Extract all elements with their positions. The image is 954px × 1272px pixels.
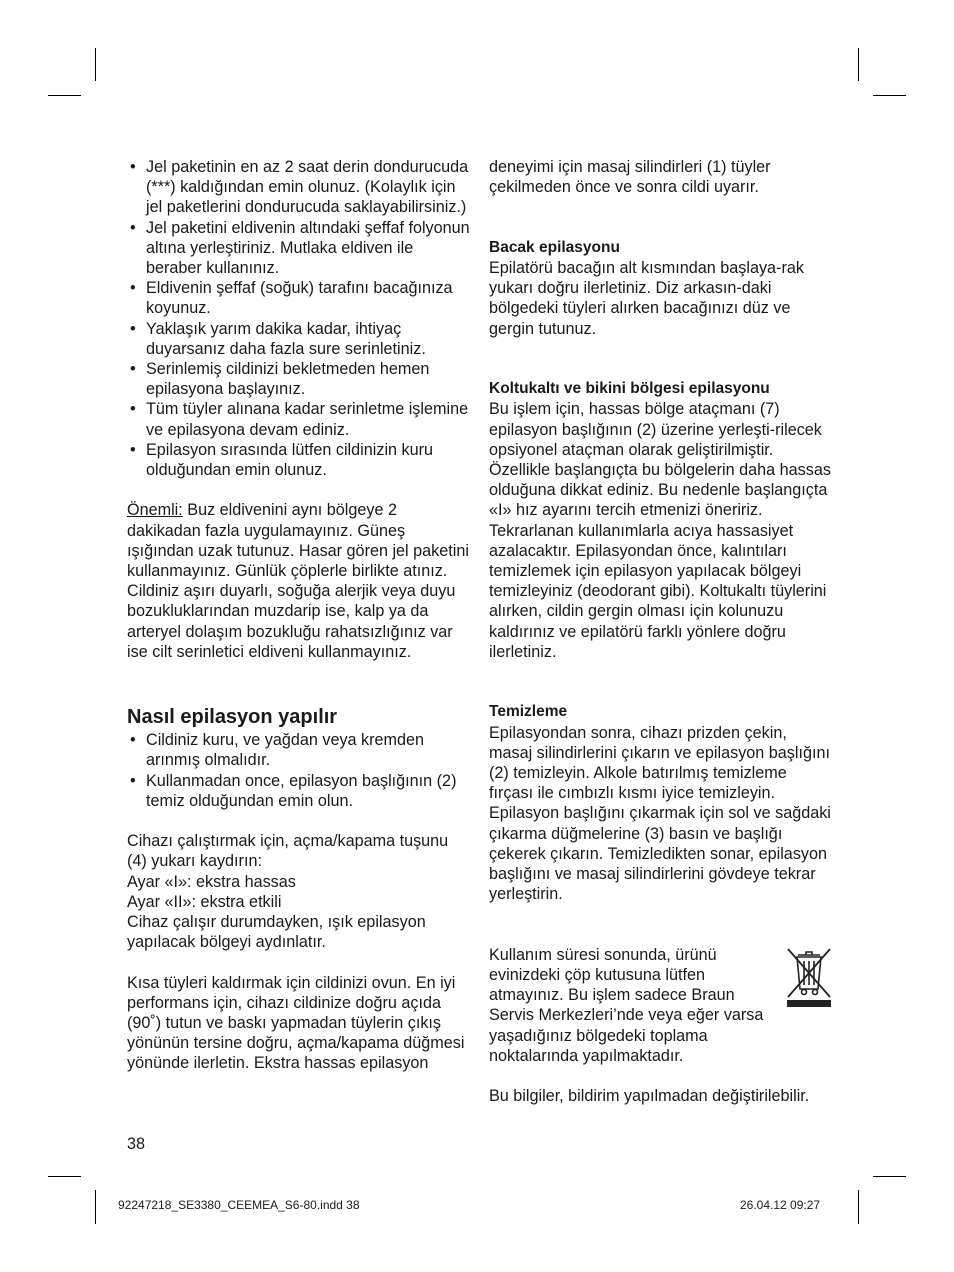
paragraph: Cihazı çalıştırmak için, açma/kapama tuşunu (4) yukarı kaydırın:	[127, 832, 449, 871]
list-item: • Kullanmadan once, epilasyon başlığının (2) temiz olduğundan emin olun.	[127, 771, 472, 811]
subheading: Temizleme	[489, 703, 568, 721]
list-item: • Serinlemiş cildinizi bekletmeden hemen epilasyona başlayınız.	[127, 359, 472, 399]
list-item: • Jel paketinin en az 2 saat derin dondurucuda (***) kaldığından emin olunuz. (Kolaylık için jel paketlerini dondurucuda saklayabilirsiniz.)	[127, 157, 472, 218]
paragraph: Özellikle başlangıçta bu bölgelerin daha hassas olduğuna dikkat ediniz. Bu nedenle başlangıçta «I» hız ayarını tercih etmenizi öneririz. Tekrarlanan kullanımlarla acıya hassasiyet azalacaktır. Epilasyondan önce, kalıntıları temizlemek için epilasyon yapılacak bölgeyi temizleyiniz (deodorant gibi). Koltukaltı tüylerini alırken, cildin gergin olması için kolunuzu kaldırınız ve epilatörü farklı yönlere doğru ilerletiniz.	[489, 460, 831, 661]
paragraph: Epilasyondan sonra, cihazı prizden çekin, masaj silindirlerini çıkarın ve epilasyon başlığını (2) temizleyin. Alkole batırılmış temizleme fırçası ile cımbızlı kısmı iyice temizleyin. Epilasyon başlığını çıkarmak için sol ve sağdaki çıkarma düğmelerine (3) basın ve başlığı çekerek çıkarın. Temizledikten sonar, epilasyon başlığını ve masaj silindirlerini gövdeye tekrar yerleştirin.	[489, 723, 831, 904]
important-text: Buz eldivenini aynı bölgeye 2 dakikadan fazla uygulamayınız. Güneş ışığından uzak tutunuz. Hasar gören jel paketini kullanmayınız. Günlük çöplerle birlikte atınız. Cildiniz aşırı duyarlı, soğuğa alerjik veya duyu bozukluklarından muzdarip ise, kalp ya da arteryel dolaşım bozukluğu rahatsızlığınız var ise cilt serinletici eldiveni kullanmayınız.	[127, 501, 469, 661]
crop-mark	[858, 48, 859, 81]
footer-file-info: 92247218_SE3380_CEEMEA_S6-80.indd 38	[118, 1198, 360, 1212]
left-column	[127, 157, 472, 1074]
list-item: • Tüm tüyler alınana kadar serinletme işlemine ve epilasyona devam ediniz.	[127, 399, 472, 439]
important-label: Önemli:	[127, 501, 183, 520]
paragraph: Epilatörü bacağın alt kısmından başlaya-rak yukarı doğru ilerletiniz. Diz arkasın-daki bölgedeki tüyleri alırken bacağınızı düz ve gergin tutunuz.	[489, 258, 804, 338]
crop-mark	[873, 1176, 906, 1177]
cooling-steps-list	[127, 157, 472, 480]
preparation-list	[127, 730, 472, 811]
paragraph: Bu işlem için, hassas bölge ataçmanı (7) epilasyon başlığının (2) üzerine yerleşti-rilecek opsiyonel ataçman olarak geliştirilmiştir.	[489, 400, 822, 459]
list-item: • Cildiniz kuru, ve yağdan veya kremden arınmış olmalıdır.	[127, 730, 472, 770]
crop-mark	[873, 95, 906, 96]
crop-mark	[48, 95, 81, 96]
paragraph: Cihaz çalışır durumdayken, ışık epilasyon yapılacak bölgeyi aydınlatır.	[127, 913, 426, 952]
subheading: Bacak epilasyonu	[489, 238, 620, 256]
setting-line: Ayar «II»: ekstra etkili	[127, 892, 282, 911]
list-item: • Epilasyon sırasında lütfen cildinizin kuru olduğundan emin olunuz.	[127, 440, 472, 480]
disposal-block	[489, 945, 834, 1066]
crop-mark	[858, 1190, 859, 1224]
list-item: • Jel paketini eldivenin altındaki şeffaf folyonun altına yerleştiriniz. Mutlaka eldiven ile beraber kullanınız.	[127, 218, 472, 279]
crop-mark	[48, 1176, 81, 1177]
section-heading: Nasıl epilasyon yapılır	[127, 706, 338, 729]
crop-mark	[95, 1190, 96, 1224]
paragraph: Kullanım süresi sonunda, ürünü evinizdeki çöp kutusuna lütfen atmayınız. Bu işlem sadece Braun Servis Merkezleri’nde veya eğer varsa yaşadığınız bölgedeki toplama noktalarında yapılmaktadır.	[489, 945, 764, 1065]
subheading: Koltukaltı ve bikini bölgesi epilasyonu	[489, 380, 770, 398]
right-column	[489, 157, 834, 1106]
important-note	[127, 500, 472, 662]
footer-timestamp: 26.04.12 09:27	[740, 1198, 821, 1212]
crop-mark	[95, 48, 96, 81]
list-item: • Eldivenin şeffaf (soğuk) tarafını bacağınıza koyunuz.	[127, 278, 472, 318]
page-number: 38	[127, 1135, 146, 1153]
paragraph: deneyimi için masaj silindirleri (1) tüyler çekilmeden önce ve sonra cildi uyarır.	[489, 158, 771, 197]
crossed-bin-icon	[784, 945, 834, 1009]
list-item: • Yaklaşık yarım dakika kadar, ihtiyaç duyarsanız daha fazla sure serinletiniz.	[127, 319, 472, 359]
paragraph: Bu bilgiler, bildirim yapılmadan değiştirilebilir.	[489, 1087, 810, 1106]
setting-line: Ayar «I»: ekstra hassas	[127, 872, 296, 891]
paragraph: Kısa tüyleri kaldırmak için cildinizi ovun. En iyi performans için, cihazı cildinize doğru açıda (90˚) tutun ve baskı yapmadan tüylerin çıkış yönünün tersine doğru, açma/kapama düğmesi yönünde ilerletin. Ekstra hassas epilasyon	[127, 973, 465, 1073]
